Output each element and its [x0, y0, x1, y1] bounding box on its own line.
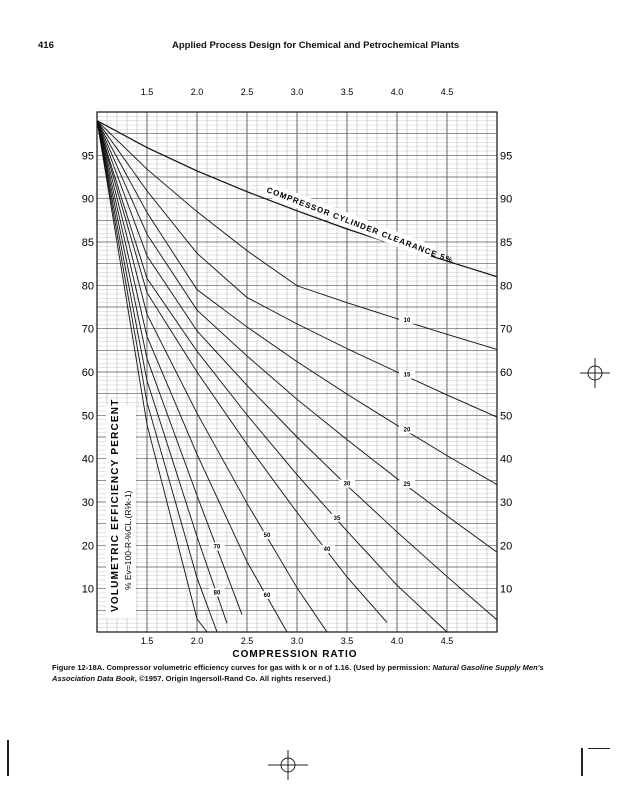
page-number: 416: [38, 40, 54, 51]
y-tick-label-right: 60: [500, 367, 513, 379]
y-tick-label-left: 10: [81, 583, 94, 596]
curve-label-60: 60: [263, 592, 271, 599]
curve-label-50: 50: [263, 533, 271, 540]
x-axis-label: COMPRESSION RATIO: [232, 649, 358, 660]
curve-labels: [209, 316, 415, 599]
y-tick-label-left: 90: [81, 193, 94, 206]
x-tick-label-bottom: 2.0: [190, 636, 204, 646]
caption-source: Natural Gasoline Supply Men's Association Data Book: [52, 663, 544, 683]
curve-label-15: 15: [403, 372, 411, 379]
registration-mark-bottom: [268, 750, 308, 782]
curve-label-30: 30: [343, 481, 351, 488]
x-tick-label-top: 3.5: [340, 87, 354, 97]
curve-label-25: 25: [403, 482, 411, 489]
x-tick-label-top: 4.5: [440, 87, 454, 97]
y-tick-label-left: 70: [81, 323, 94, 336]
x-tick-label-bottom: 4.5: [440, 636, 454, 646]
y-tick-label-left: 50: [81, 410, 94, 423]
y-tick-label-right: 85: [500, 237, 513, 249]
caption-lead: Figure 12-18A. Compressor volumetric efficiency curves for gas with k or n of 1.16. (Used by permission:: [52, 663, 433, 672]
curve-40: [97, 121, 387, 623]
x-tick-label-top: 4.0: [390, 87, 404, 97]
x-tick-label-bottom: 2.5: [240, 636, 254, 646]
curve-label-20: 20: [403, 427, 411, 434]
series-title: COMPRESSOR CYLINDER CLEARANCE 5%: [265, 185, 455, 266]
y-tick-label-right: 10: [500, 583, 513, 596]
x-tick-label-bottom: 1.5: [140, 636, 154, 646]
y-tick-label-right: 30: [500, 497, 513, 509]
y-tick-label-right: 70: [500, 323, 513, 336]
curve-label-80: 80: [213, 590, 221, 597]
y-tick-label-right: 50: [500, 410, 513, 423]
y-tick-label-left: 30: [81, 497, 94, 509]
x-tick-label-top: 1.5: [140, 87, 154, 97]
y-tick-label-right: 95: [500, 150, 513, 163]
figure-caption: [52, 662, 572, 684]
x-tick-label-bottom: 3.0: [290, 636, 304, 646]
y-tick-label-left: 60: [81, 367, 94, 379]
y-tick-label-left: 40: [81, 453, 94, 466]
y-tick-label-left: 20: [81, 540, 94, 553]
x-tick-label-top: 3.0: [290, 87, 304, 97]
y-tick-label-right: 40: [500, 453, 513, 466]
crop-mark-right-h: [588, 748, 610, 749]
curve-label-70: 70: [213, 544, 221, 551]
y-tick-label-left: 80: [81, 280, 94, 293]
x-tick-label-bottom: 4.0: [390, 636, 404, 646]
crop-mark-left: [7, 740, 9, 776]
curve-label-35: 35: [333, 515, 341, 522]
x-tick-label-top: 2.0: [190, 87, 204, 97]
book-title: Applied Process Design for Chemical and Petrochemical Plants: [172, 40, 460, 51]
y-tick-label-right: 90: [500, 193, 513, 206]
y-axis-label: VOLUMETRIC EFFICIENCY PERCENT: [110, 398, 121, 612]
x-tick-label-top: 2.5: [240, 87, 254, 97]
y-axis-formula: % Ev=100-R-%CL.(R¹⁄k-1): [123, 490, 133, 590]
y-tick-label-left: 85: [81, 237, 94, 249]
crop-mark-right: [581, 748, 583, 776]
x-tick-label-bottom: 3.5: [340, 636, 354, 646]
caption-tail: , ©1957. Origin Ingersoll-Rand Co. All rights reserved.): [134, 674, 331, 683]
y-tick-label-right: 80: [500, 280, 513, 293]
y-tick-label-left: 95: [81, 150, 94, 163]
y-tick-label-right: 20: [500, 540, 513, 553]
registration-mark-right: [580, 358, 610, 388]
curve-label-10: 10: [403, 317, 411, 324]
curve-label-40: 40: [323, 547, 331, 554]
